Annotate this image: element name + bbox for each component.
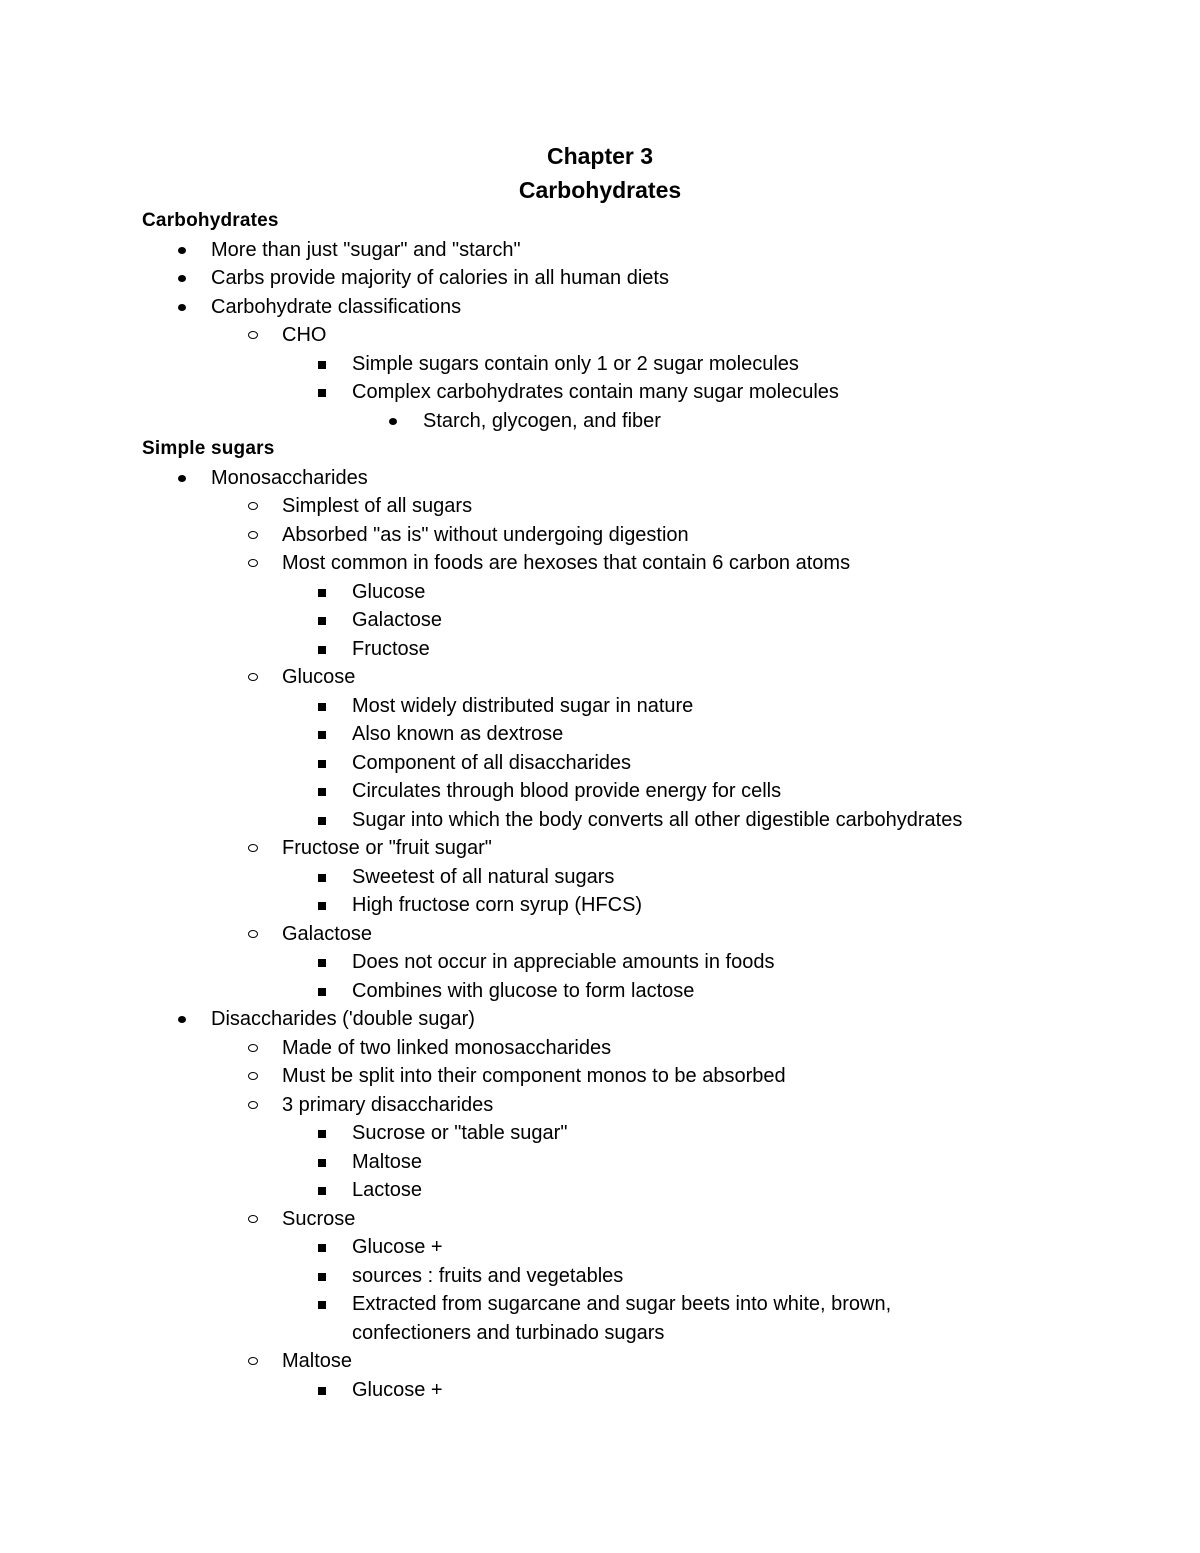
bullet-square-icon xyxy=(318,389,326,397)
bullet-circle-icon xyxy=(248,1215,258,1223)
bullet-dot-icon xyxy=(178,475,186,482)
bullet-circle-icon xyxy=(248,1357,258,1365)
bullet-circle-icon xyxy=(248,1072,258,1080)
bullet-square-icon xyxy=(318,788,326,796)
list-item: Fructose xyxy=(352,637,430,660)
bullet-dot-icon xyxy=(178,275,186,282)
bullet-square-icon xyxy=(318,1301,326,1309)
bullet-circle-icon xyxy=(248,930,258,938)
list-item: Glucose + xyxy=(352,1236,443,1258)
list-item: Extracted from sugarcane and sugar beets into white, brown, xyxy=(352,1293,892,1315)
list-item: Galactose xyxy=(352,609,443,631)
list-item: Glucose xyxy=(352,580,426,603)
bullet-square-icon xyxy=(318,1187,326,1195)
bullet-circle-icon xyxy=(248,531,258,539)
section-heading: Simple sugars xyxy=(142,438,275,459)
section-heading: Carbohydrates xyxy=(142,210,279,231)
bullet-square-icon xyxy=(318,760,326,768)
list-item: sources : fruits and vegetables xyxy=(352,1264,624,1287)
list-item: Starch, glycogen, and fiber xyxy=(423,409,661,432)
bullet-square-icon xyxy=(318,646,326,654)
bullet-dot-icon xyxy=(178,247,186,254)
bullet-circle-icon xyxy=(248,502,258,510)
list-item: Absorbed "as is" without undergoing digestion xyxy=(282,523,689,546)
list-item: Most common in foods are hexoses that contain 6 carbon atoms xyxy=(282,552,851,574)
bullet-circle-icon xyxy=(248,1101,258,1109)
list-item: Maltose xyxy=(352,1150,423,1173)
bullet-square-icon xyxy=(318,1387,326,1395)
list-item: Sugar into which the body converts all other digestible carbohydrates xyxy=(352,808,963,831)
list-item: Glucose + xyxy=(352,1378,443,1401)
list-item: Combines with glucose to form lactose xyxy=(352,979,695,1002)
bullet-square-icon xyxy=(318,1159,326,1167)
bullet-circle-icon xyxy=(248,673,258,681)
list-item: Carbohydrate classifications xyxy=(211,295,462,318)
chapter-subtitle: Carbohydrates xyxy=(518,177,682,203)
bullet-square-icon xyxy=(318,817,326,825)
bullet-square-icon xyxy=(318,1273,326,1281)
bullet-square-icon xyxy=(318,874,326,882)
bullet-square-icon xyxy=(318,731,326,739)
bullet-square-icon xyxy=(318,617,326,625)
bullet-square-icon xyxy=(318,1244,326,1252)
list-item: Lactose xyxy=(352,1179,423,1201)
bullet-square-icon xyxy=(318,589,326,597)
list-item: Simplest of all sugars xyxy=(282,495,473,517)
list-item: Component of all disaccharides xyxy=(352,751,632,774)
list-item: 3 primary disaccharides xyxy=(282,1093,494,1116)
list-item: Most widely distributed sugar in nature xyxy=(352,694,694,717)
list-item: confectioners and turbinado sugars xyxy=(352,1321,665,1344)
list-item: Disaccharides ('double sugar) xyxy=(211,1008,475,1030)
bullet-dot-icon xyxy=(178,1016,186,1023)
list-item: Must be split into their component monos to be absorbed xyxy=(282,1065,786,1087)
list-item: Also known as dextrose xyxy=(352,723,564,745)
list-item: Sucrose or "table sugar" xyxy=(352,1122,568,1144)
bullet-circle-icon xyxy=(248,1044,258,1052)
bullet-square-icon xyxy=(318,703,326,711)
list-item: Made of two linked monosaccharides xyxy=(282,1036,612,1059)
list-item: Circulates through blood provide energy for cells xyxy=(352,780,782,802)
bullet-square-icon xyxy=(318,902,326,910)
list-item: Does not occur in appreciable amounts in foods xyxy=(352,951,775,973)
bullet-square-icon xyxy=(318,361,326,369)
bullet-square-icon xyxy=(318,959,326,967)
list-item: Monosaccharides xyxy=(211,466,368,489)
bullet-circle-icon xyxy=(248,331,258,339)
list-item: CHO xyxy=(282,324,327,346)
bullet-dot-icon xyxy=(178,304,186,311)
bullet-circle-icon xyxy=(248,844,258,852)
list-item: Glucose xyxy=(282,666,356,688)
chapter-title: Chapter 3 xyxy=(546,143,654,169)
list-item: More than just "sugar" and "starch" xyxy=(211,238,521,261)
list-item: Maltose xyxy=(282,1350,353,1372)
bullet-square-icon xyxy=(318,988,326,996)
bullet-dot-icon xyxy=(389,418,397,425)
bullet-circle-icon xyxy=(248,559,258,567)
list-item: Carbs provide majority of calories in all human diets xyxy=(211,267,669,289)
list-item: Sucrose xyxy=(282,1207,356,1230)
list-item: Complex carbohydrates contain many sugar molecules xyxy=(352,381,839,403)
list-item: Simple sugars contain only 1 or 2 sugar molecules xyxy=(352,352,799,375)
list-item: High fructose corn syrup (HFCS) xyxy=(352,894,643,916)
list-item: Sweetest of all natural sugars xyxy=(352,865,615,888)
list-item: Fructose or "fruit sugar" xyxy=(282,837,492,859)
bullet-square-icon xyxy=(318,1130,326,1138)
list-item: Galactose xyxy=(282,922,373,945)
